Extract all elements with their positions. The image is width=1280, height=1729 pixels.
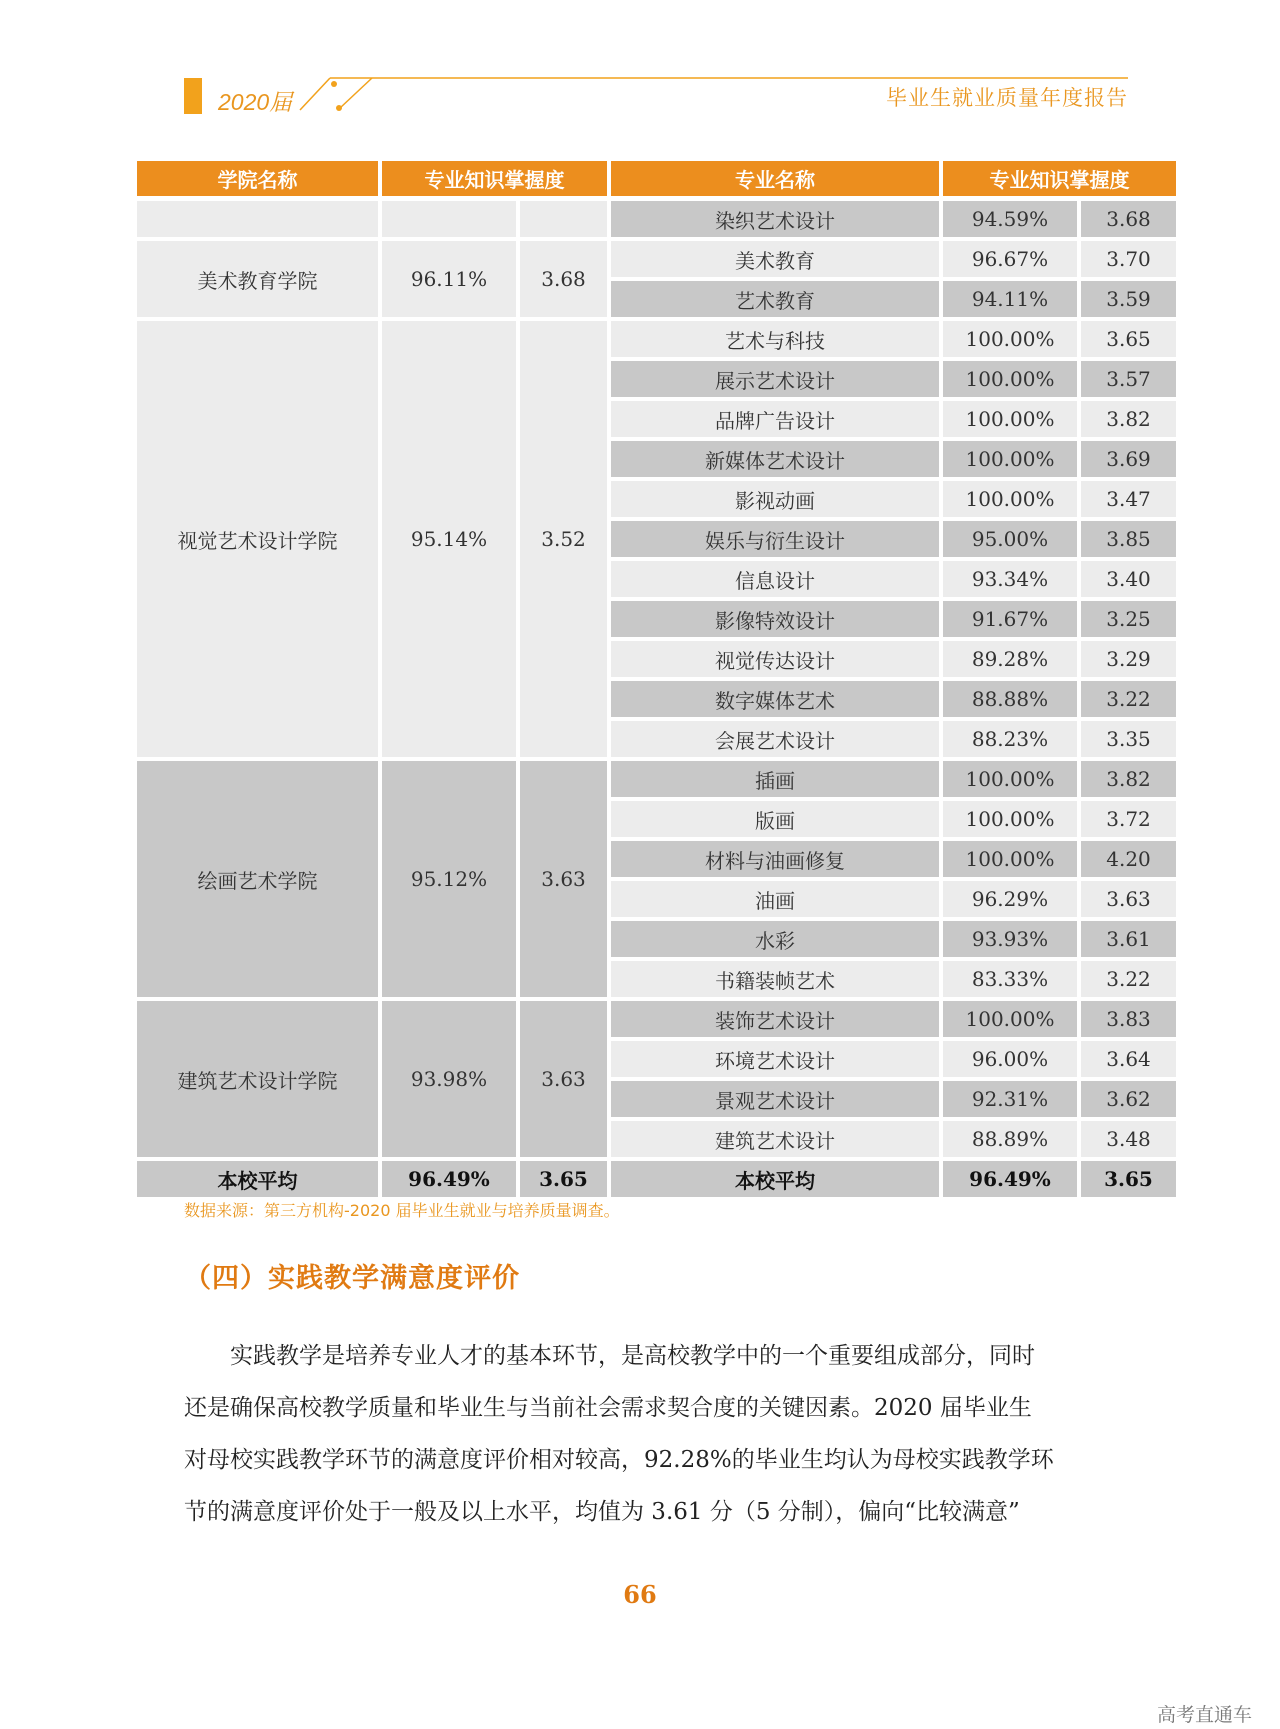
major-score: 3.63 — [1081, 881, 1176, 917]
major-name: 景观艺术设计 — [611, 1081, 939, 1117]
major-name: 艺术与科技 — [611, 321, 939, 357]
college-name: 绘画艺术学院 — [137, 761, 378, 997]
major-pct: 92.31% — [943, 1081, 1077, 1117]
average-label: 本校平均 — [137, 1161, 378, 1197]
major-pct: 93.34% — [943, 561, 1077, 597]
college-score: 3.63 — [520, 1001, 607, 1157]
page-number: 66 — [623, 1580, 657, 1609]
major-pct: 88.89% — [943, 1121, 1077, 1157]
major-name: 环境艺术设计 — [611, 1041, 939, 1077]
major-score: 3.57 — [1081, 361, 1176, 397]
section-title: （四）实践教学满意度评价 — [184, 1263, 520, 1294]
major-score: 3.22 — [1081, 961, 1176, 997]
college-name: 视觉艺术设计学院 — [137, 321, 378, 757]
major-name: 插画 — [611, 761, 939, 797]
major-score: 3.69 — [1081, 441, 1176, 477]
header-accent-bar — [184, 78, 202, 114]
major-pct: 96.29% — [943, 881, 1077, 917]
major-name: 水彩 — [611, 921, 939, 957]
major-name: 娱乐与衍生设计 — [611, 521, 939, 557]
major-pct: 93.93% — [943, 921, 1077, 957]
major-name: 版画 — [611, 801, 939, 837]
major-pct: 88.88% — [943, 681, 1077, 717]
header-college-name: 学院名称 — [137, 161, 378, 196]
major-name: 艺术教育 — [611, 281, 939, 317]
major-name: 数字媒体艺术 — [611, 681, 939, 717]
average-score-right: 3.65 — [1081, 1161, 1176, 1197]
major-score: 3.25 — [1081, 601, 1176, 637]
major-pct: 100.00% — [943, 801, 1077, 837]
major-pct: 94.59% — [943, 201, 1077, 237]
watermark: 高考直通车 — [1156, 1704, 1252, 1726]
major-name: 书籍装帧艺术 — [611, 961, 939, 997]
major-pct: 89.28% — [943, 641, 1077, 677]
major-pct: 91.67% — [943, 601, 1077, 637]
average-pct-right: 96.49% — [943, 1161, 1077, 1197]
college-score — [520, 201, 607, 237]
major-score: 3.68 — [1081, 201, 1176, 237]
major-score: 3.47 — [1081, 481, 1176, 517]
major-pct: 100.00% — [943, 481, 1077, 517]
major-score: 3.82 — [1081, 761, 1176, 797]
college-name: 建筑艺术设计学院 — [137, 1001, 378, 1157]
major-score: 3.40 — [1081, 561, 1176, 597]
paragraph-line: 对母校实践教学环节的满意度评价相对较高，92.28%的毕业生均认为母校实践教学环 — [184, 1447, 1054, 1473]
major-score: 3.22 — [1081, 681, 1176, 717]
major-pct: 95.00% — [943, 521, 1077, 557]
major-name: 影像特效设计 — [611, 601, 939, 637]
major-score: 3.35 — [1081, 721, 1176, 757]
major-name: 影视动画 — [611, 481, 939, 517]
major-pct: 100.00% — [943, 401, 1077, 437]
knowledge-mastery-table — [137, 161, 1176, 1201]
major-pct: 88.23% — [943, 721, 1077, 757]
header-decoration — [0, 0, 1280, 140]
major-pct: 100.00% — [943, 441, 1077, 477]
major-score: 4.20 — [1081, 841, 1176, 877]
college-pct: 95.14% — [382, 321, 516, 757]
major-pct: 100.00% — [943, 1001, 1077, 1037]
major-score: 3.65 — [1081, 321, 1176, 357]
average-pct: 96.49% — [382, 1161, 516, 1197]
major-pct: 100.00% — [943, 841, 1077, 877]
major-name: 染织艺术设计 — [611, 201, 939, 237]
data-source-note: 数据来源：第三方机构-2020 届毕业生就业与培养质量调查。 — [184, 1201, 620, 1220]
major-pct: 96.67% — [943, 241, 1077, 277]
header-report-title: 毕业生就业质量年度报告 — [886, 86, 1128, 110]
header-major-name: 专业名称 — [611, 161, 939, 196]
major-score: 3.70 — [1081, 241, 1176, 277]
major-pct: 83.33% — [943, 961, 1077, 997]
major-score: 3.72 — [1081, 801, 1176, 837]
major-name: 材料与油画修复 — [611, 841, 939, 877]
major-score: 3.61 — [1081, 921, 1176, 957]
college-name — [137, 201, 378, 237]
major-score: 3.85 — [1081, 521, 1176, 557]
paragraph-line: 实践教学是培养专业人才的基本环节，是高校教学中的一个重要组成部分，同时 — [184, 1343, 1035, 1369]
major-name: 新媒体艺术设计 — [611, 441, 939, 477]
major-pct: 100.00% — [943, 761, 1077, 797]
major-name: 品牌广告设计 — [611, 401, 939, 437]
major-name: 油画 — [611, 881, 939, 917]
major-score: 3.29 — [1081, 641, 1176, 677]
major-score: 3.64 — [1081, 1041, 1176, 1077]
major-score: 3.48 — [1081, 1121, 1176, 1157]
major-score: 3.62 — [1081, 1081, 1176, 1117]
major-score: 3.82 — [1081, 401, 1176, 437]
college-score: 3.68 — [520, 241, 607, 317]
major-pct: 100.00% — [943, 361, 1077, 397]
major-score: 3.59 — [1081, 281, 1176, 317]
header-college-mastery: 专业知识掌握度 — [382, 161, 607, 196]
college-score: 3.63 — [520, 761, 607, 997]
college-pct: 93.98% — [382, 1001, 516, 1157]
major-pct: 96.00% — [943, 1041, 1077, 1077]
paragraph-line: 还是确保高校教学质量和毕业生与当前社会需求契合度的关键因素。2020 届毕业生 — [184, 1395, 1032, 1421]
major-name: 信息设计 — [611, 561, 939, 597]
major-score: 3.83 — [1081, 1001, 1176, 1037]
college-pct: 95.12% — [382, 761, 516, 997]
major-name: 建筑艺术设计 — [611, 1121, 939, 1157]
major-name: 会展艺术设计 — [611, 721, 939, 757]
average-score: 3.65 — [520, 1161, 607, 1197]
header-major-mastery: 专业知识掌握度 — [943, 161, 1176, 196]
college-pct — [382, 201, 516, 237]
body-paragraph — [184, 1330, 1134, 1538]
paragraph-line: 节的满意度评价处于一般及以上水平，均值为 3.61 分（5 分制），偏向“比较满意” — [184, 1499, 1020, 1525]
major-name: 展示艺术设计 — [611, 361, 939, 397]
major-pct: 100.00% — [943, 321, 1077, 357]
header-year: 2020届 — [218, 89, 293, 115]
major-name: 装饰艺术设计 — [611, 1001, 939, 1037]
major-pct: 94.11% — [943, 281, 1077, 317]
college-pct: 96.11% — [382, 241, 516, 317]
major-name: 视觉传达设计 — [611, 641, 939, 677]
college-score: 3.52 — [520, 321, 607, 757]
major-name: 美术教育 — [611, 241, 939, 277]
college-name: 美术教育学院 — [137, 241, 378, 317]
average-label-right: 本校平均 — [611, 1161, 939, 1197]
